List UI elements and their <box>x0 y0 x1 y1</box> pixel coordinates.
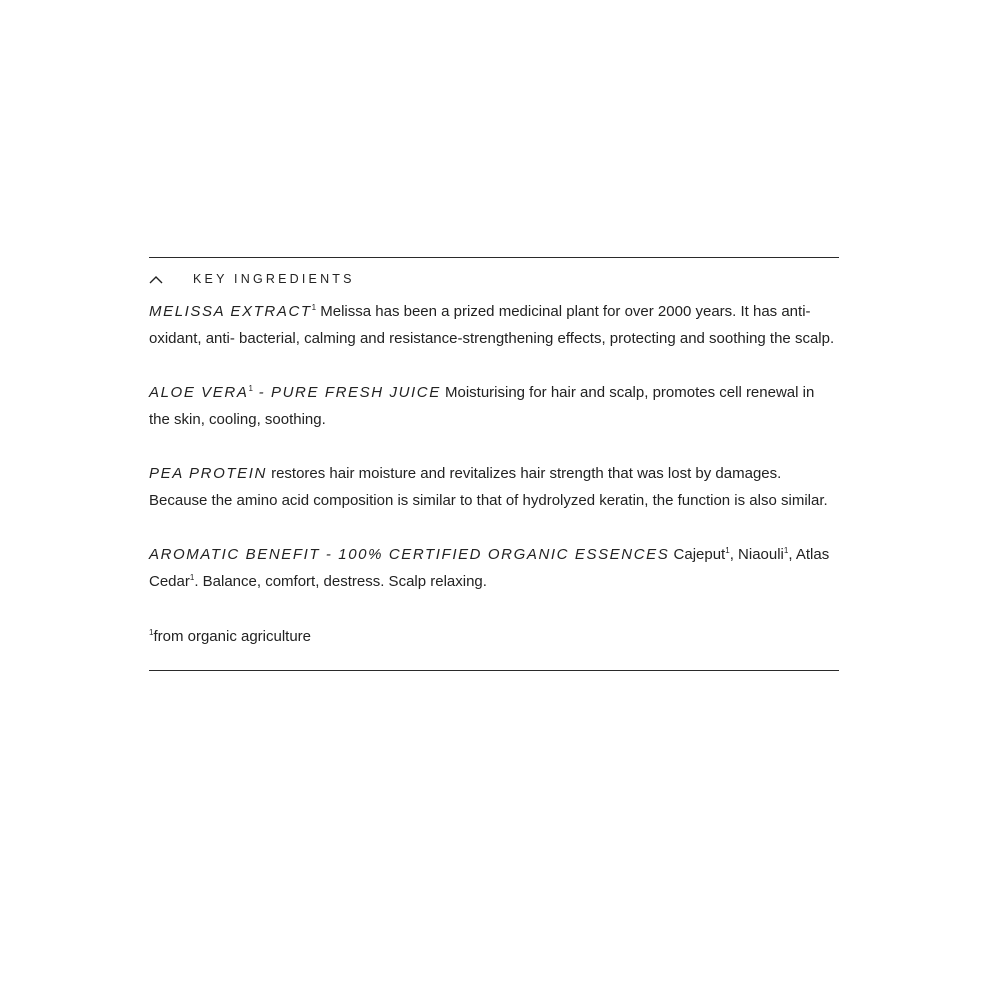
ingredient-title: AROMATIC BENEFIT - 100% CERTIFIED ORGANIC ESSENCES <box>149 546 670 563</box>
ingredient-pea-protein <box>149 460 839 514</box>
ingredient-title-rest: - PURE FRESH JUICE <box>252 384 441 401</box>
footnote-text: from organic agriculture <box>153 628 312 645</box>
ingredient-superscript: 1 <box>311 303 317 312</box>
ingredient-description: . Balance, comfort, destress. Scalp relaxing. <box>194 573 487 590</box>
ingredient-title: ALOE VERA <box>149 384 249 401</box>
ingredient-superscript: 1 <box>783 546 789 555</box>
ingredient-description: restores hair moisture and revitalizes hair strength that was lost by damages. Because the amino acid composition is similar to that of hydrolyzed keratin, the function is also similar. <box>149 465 828 509</box>
ingredient-aloe-vera <box>149 379 839 433</box>
ingredient-description: Cajeput <box>669 546 726 563</box>
footnote-mark: 1 <box>149 628 154 637</box>
ingredient-superscript: 1 <box>725 546 730 555</box>
ingredient-description: , Niaouli <box>729 546 784 563</box>
ingredient-description: Moisturising for hair and scalp, promotes cell renewal in the skin, cooling, soothing. <box>149 384 815 428</box>
ingredient-melissa <box>149 298 839 352</box>
footnote <box>149 623 839 650</box>
accordion-label: KEY INGREDIENTS <box>193 272 355 286</box>
accordion-toggle[interactable] <box>149 260 839 298</box>
chevron-up-icon <box>149 275 193 284</box>
ingredient-superscript: 1 <box>248 384 253 393</box>
ingredient-aromatic-benefit <box>149 541 839 595</box>
ingredient-title: MELISSA EXTRACT <box>149 303 312 320</box>
ingredient-superscript: 1 <box>189 573 195 582</box>
ingredient-description: , Atlas Cedar <box>149 546 830 590</box>
ingredient-title: PEA PROTEIN <box>149 465 267 482</box>
ingredient-description: Melissa has been a prized medicinal plant for over 2000 years. It has anti-oxidant, anti- bacterial, calming and resistance-strengthening effects, protecting and soothing the scalp. <box>149 303 835 347</box>
key-ingredients-panel <box>149 257 839 671</box>
